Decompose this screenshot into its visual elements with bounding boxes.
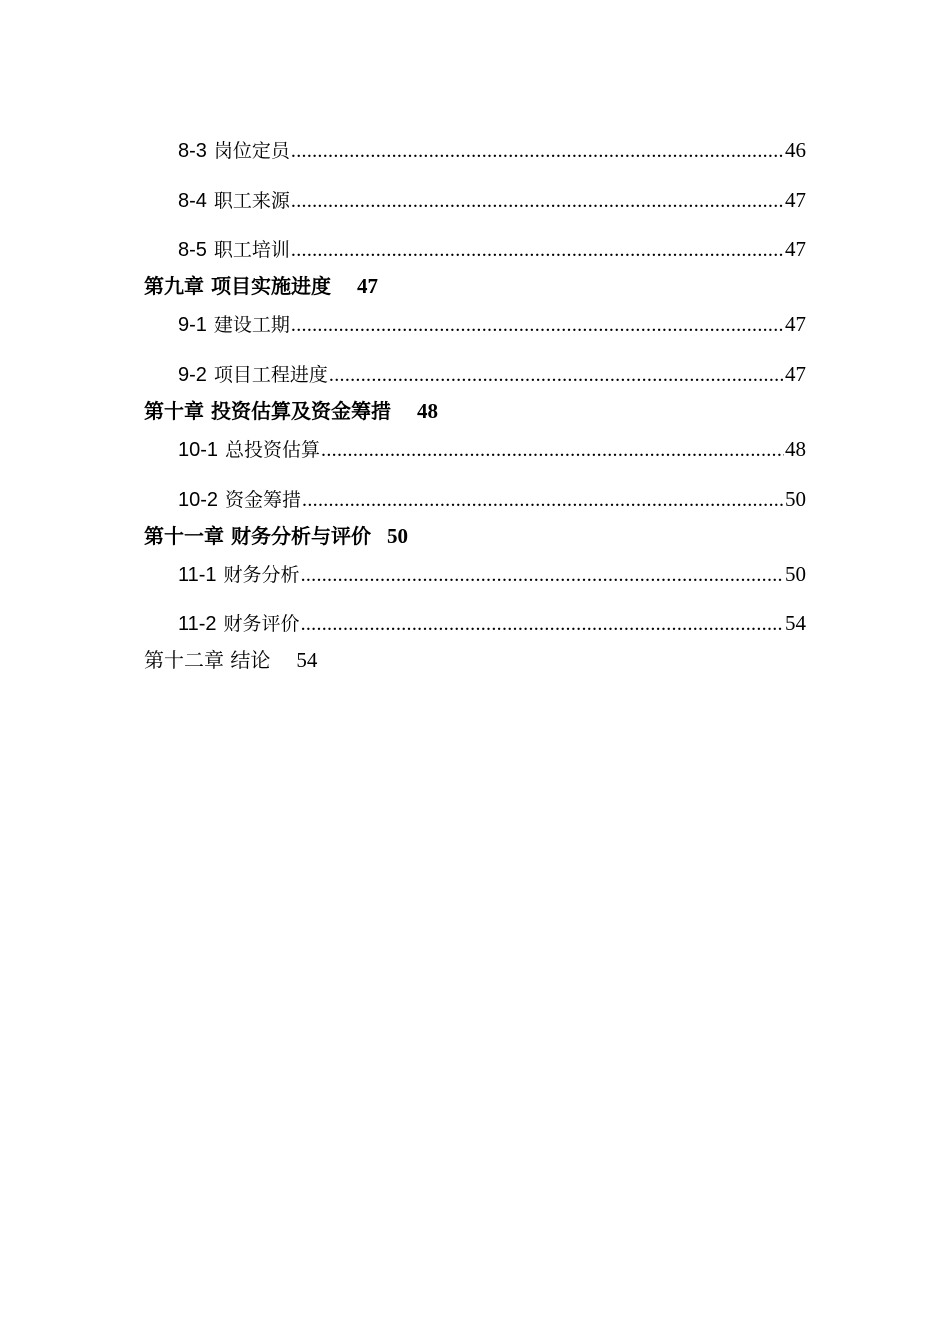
toc-chapter[interactable] xyxy=(144,521,408,551)
toc-entry-title: 资金筹措 xyxy=(225,489,302,511)
toc-entry[interactable] xyxy=(178,310,806,338)
toc-chapter-title: 第十一章 财务分析与评价 xyxy=(144,524,371,548)
toc-entry-number: 8-4 xyxy=(178,190,207,212)
toc-entry[interactable] xyxy=(178,485,806,513)
toc-entry-page: 47 xyxy=(785,362,806,386)
toc-entry-number: 8-5 xyxy=(178,239,207,261)
dot-leader xyxy=(329,361,784,389)
dot-leader xyxy=(291,311,784,339)
dot-leader xyxy=(301,610,784,638)
toc-chapter[interactable] xyxy=(144,271,378,301)
toc-entry-number: 9-1 xyxy=(178,314,207,336)
toc-entry-title: 总投资估算 xyxy=(225,439,321,461)
toc-entry[interactable] xyxy=(178,136,806,164)
toc-entry-page: 54 xyxy=(785,611,806,635)
toc-entry-number: 8-3 xyxy=(178,140,207,162)
toc-chapter-page: 50 xyxy=(386,524,408,548)
toc-entry-title: 建设工期 xyxy=(213,314,290,336)
dot-leader xyxy=(291,187,784,215)
toc-entry-title: 职工来源 xyxy=(213,190,290,212)
dot-leader xyxy=(302,486,784,514)
toc-entry[interactable] xyxy=(178,560,806,588)
toc-entry[interactable] xyxy=(178,235,806,263)
toc-entry-title: 财务评价 xyxy=(223,613,300,635)
toc-entry-number: 10-2 xyxy=(178,489,219,511)
toc-entry-page: 48 xyxy=(785,437,806,461)
toc-entry[interactable] xyxy=(178,360,806,388)
toc-entry-page: 50 xyxy=(785,487,806,511)
toc-entry-number: 11-1 xyxy=(178,564,217,586)
toc-entry[interactable] xyxy=(178,435,806,463)
toc-chapter[interactable] xyxy=(144,645,317,675)
toc-chapter-page: 54 xyxy=(296,648,318,672)
toc-chapter-title: 第十章 投资估算及资金筹措 xyxy=(144,399,391,423)
dot-leader xyxy=(321,436,784,464)
toc-entry-number: 9-2 xyxy=(178,364,207,386)
toc-chapter-page: 47 xyxy=(356,274,378,298)
toc-entry[interactable] xyxy=(178,609,806,637)
toc-entry-page: 47 xyxy=(785,237,806,261)
toc-entry-title: 项目工程进度 xyxy=(213,364,328,386)
toc-entry[interactable] xyxy=(178,186,806,214)
dot-leader xyxy=(301,561,784,589)
dot-leader xyxy=(291,236,784,264)
toc-entry-title: 财务分析 xyxy=(223,564,300,586)
toc-entry-number: 10-1 xyxy=(178,439,219,461)
toc-entry-page: 46 xyxy=(785,138,806,162)
dot-leader xyxy=(291,137,784,165)
toc-chapter-title: 第十二章 结论 xyxy=(144,648,271,672)
toc-entry-page: 47 xyxy=(785,188,806,212)
toc-chapter-page: 48 xyxy=(416,399,438,423)
toc-entry-title: 职工培训 xyxy=(213,239,290,261)
toc-entry-title: 岗位定员 xyxy=(213,140,290,162)
toc-entry-page: 47 xyxy=(785,312,806,336)
toc-entry-page: 50 xyxy=(785,562,806,586)
toc-chapter-title: 第九章 项目实施进度 xyxy=(144,274,331,298)
toc-entry-number: 11-2 xyxy=(178,613,217,635)
toc-chapter[interactable] xyxy=(144,396,438,426)
